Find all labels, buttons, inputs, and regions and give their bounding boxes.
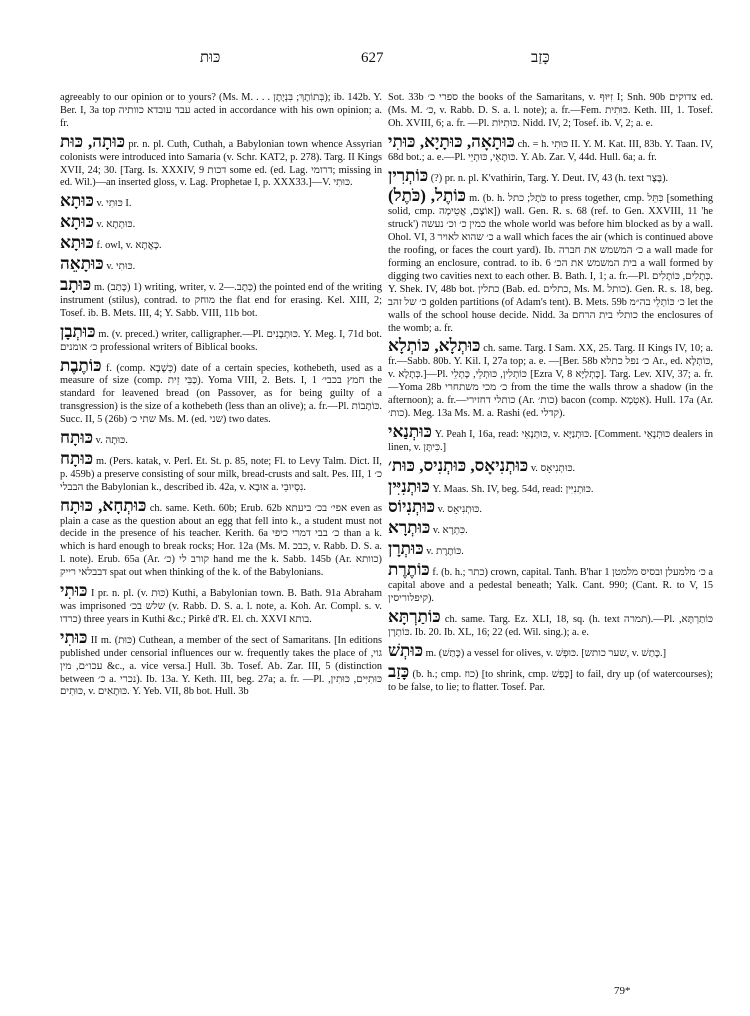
entry-headword: כּוּתְנִיִּין	[388, 476, 430, 496]
dictionary-entry	[388, 562, 713, 606]
dictionary-entry	[60, 321, 382, 355]
dictionary-entry	[60, 92, 382, 131]
entry-definition: pr. n. pl. Cuth, Cuthah, a Babylonian town whence Assyrian colonists were introduced into Samaria (v. Schr. KAT2, p. 278). Targ. II Kings XVII, 24; 30. [Targ. Is. XXXIV, 9 דכות some ed. (ed. Lag. דרומי; missing in ed. Wil.)—an inserted gloss, v. Lag. Prophetae I, p. XXX33.]—V. כּוּתִי.	[60, 138, 383, 189]
entry-definition: f. (b. h.; כתר) crown, capital. Tanh. B'har 1 כ׳ מלמעלן ובסיס מלמטן a capital above and a pedestal beneath; Yalk. Cant. 990; (Cant. R. to V, 15 קיפלוריסין).	[388, 567, 713, 604]
entry-definition: v. כּוּתִי I.	[96, 198, 132, 210]
dictionary-entry	[60, 214, 382, 232]
entry-definition: m. (Pers. katak, v. Perl. Et. St. p. 85, note; Fl. to Levy Talm. Dict. II, p. 459b) a preserve consisting of sour milk, bread-crusts and salt. Pes. III, 1 כ׳ הבבלי the Babylonian k., described ib. 42a, v. אוּבָא a. נִסְיוּבֵי.	[60, 455, 382, 493]
entry-definition: m. (v. preced.) writer, calligrapher.—Pl. כּוּתְבָנִים. Y. Meg. I, 71d bot. כ׳ אומנים professional writers of Biblical books.	[60, 328, 382, 353]
entry-headword: כּוּתָח	[60, 428, 94, 448]
dictionary-entry	[60, 448, 382, 495]
entry-definition: ch. = h. כּוּתִי II. Y. M. Kat. III, 83b. Y. Taan. IV, 68d bot.; a. e.—Pl. כּוּתָאֵי, כּוּתְיֵי. Y. Ab. Zar. V, 44d. Hull. 6a; a. fr.	[388, 138, 714, 163]
dictionary-entry	[60, 430, 382, 448]
entry-headword: כּוּתְלָא, כּוֹתְלָא	[388, 336, 481, 356]
entry-headword: כּוּתְבָן	[60, 321, 96, 341]
entry-headword: כּוּתָח	[60, 448, 94, 468]
entry-headword: כּוּתְשׁ	[388, 640, 424, 660]
entry-definition: f. owl, v. כָּאֲתָא.	[96, 240, 162, 252]
entry-definition: Sot. 33b ספרי כ׳ the books of the Samaritans, v. זִיּוּף I; Snh. 90b צדוקים ed. (Ms. M. כ׳, v. Rabb. D. S. a. l. note); a. fr.—Fem. כּוּתִית. Keth. III, 1. Tosef. Oh. XVIII, 6; a. fr. —Pl. כּוּתִיּוֹת. Nidd. IV, 2; Tosef. ib. V, 2; a. e.	[388, 92, 713, 129]
entry-headword: כּוּתְנִיאָס, כּוּתְנִיס, כּוּת׳	[388, 455, 529, 475]
entry-definition: agreeably to our opinion or to yours? (Ms. M. . . . בְּתוֹתָךְ; בִּנְיָתָן); ib. 142b. Y. Ber. I, 3a top עבד עובדא כוותיה acted in accordance with his own opinion; a. fr.	[60, 92, 382, 129]
entry-definition: v. כּוּתְנִיאָס.	[437, 504, 482, 516]
entry-headword: כָּזַב	[388, 661, 410, 681]
entry-definition: Y. Peah I, 16a, read: כּוּתְנָאֵי, v. כּוּתְנַיָּא. [Comment. כּוּתְנָאֵי dealers in linen, v. כִּיתָּן.]	[388, 428, 714, 453]
left-column	[60, 92, 382, 702]
dictionary-entry	[60, 193, 382, 211]
entry-definition: ch. same. Targ. Ez. XLI, 18, sq. (h. text תמרה).—Pl. כּוֹתַרְתָּא, כּוֹתְרָן. Ib. 20. Ib. XL, 16; 22 (ed. Wil. sing.); a. e.	[388, 613, 713, 638]
entry-definition: f. (comp. כְּשָׁבָא) date of a certain species, kothebeth, used as a measure of size (comp. כַּבֵּי זֵית). Yoma VIII, 2. Bets. I, 1 חמץ בכבי׳ the standard for leavened bread (on Passover, as for being guilty of a transgression) is the size of a kothebeth (less than an olive); a. fr.—Pl. כּוֹתָבוֹת. Succ. II, 5 (26b) שתי כ׳ Ms. M. (ed. שני) two dates.	[60, 362, 382, 426]
dictionary-entry	[388, 476, 713, 497]
entry-headword: כּוּתָאֵה	[60, 254, 104, 274]
dictionary-entry	[388, 455, 713, 476]
page-header	[0, 50, 750, 72]
header-right-keyword: כָּזַב	[531, 50, 550, 66]
entry-headword: כּוּתְרָן	[388, 539, 424, 559]
page-number: 627	[361, 50, 384, 66]
entry-definition: v. כִּתְרָא.	[432, 525, 468, 537]
entry-definition: ch. same. Keth. 60b; Erub. 62b אפי׳ בכ׳ ביעתא even as plain a case as the question about an egg that fell into k., a student must not decide in the presence of his teacher. Kerith. 6a כ׳ בבי דמרי כיפי than a k. which is hard enough to break rocks; Hor. 12a (Ms. M. כבכ, v. Rabb. D. S. a. l. note). Erub. 65a (Ar. כ׳) קורב לי hand me the k. Sabb. 145b (Ar. כוותא) דבבלאי רייק spat out when thinking of the k. of the Babylonians.	[60, 502, 383, 579]
header-left-keyword: כּוּת	[200, 50, 221, 66]
dictionary-entry	[388, 541, 713, 559]
entry-definition: v. כּוּתְנִיאָס.	[530, 462, 576, 474]
entry-headword: כּוּתְרָא	[388, 518, 431, 538]
entry-definition: v. כּוּתָה.	[95, 435, 128, 447]
entry-headword: כּוּתָאָה, כּוּתָיָא, כּוּתִי	[388, 131, 515, 151]
entry-headword: כּוּתָא	[60, 212, 94, 232]
entry-headword: כּוּתָב	[60, 274, 92, 294]
entry-headword: כּוֹתֶבֶת	[60, 355, 102, 375]
entry-definition: v. כּוּתְתָא.	[96, 219, 136, 231]
entry-headword: כּוֹתֶרֶת	[388, 560, 430, 580]
entry-definition: ch. same. Targ. I Sam. XX, 25. Targ. II Kings IV, 10; a. fr.—Sabb. 80b. Y. Kil. I, 27a top; a. e. —[Ber. 58b כ׳ נפל כתלא Ar., ed. כּוֹתְלָא, v. כְּתָלָא.]—Pl. כּוֹתְלִין, כּוּתְלֵי, כָּתְלֵי [Ezra V, 8 כָּתְלַיָּא]. Targ. Lev. XIV, 37; a. fr.—Yoma 28b כ׳ מכי משתחרי from the time the walls throw a shadow (in the afternoon); a. fr.—כותלי דחזירי (Ar. כות׳) bacon (comp. אִטְמָא). Hull. 17a (Ar. כות׳). Meg. 13a Ms. M. a. Rashi (ed. קדלי).	[388, 343, 713, 419]
right-column	[388, 92, 713, 697]
entry-headword: כּוּתָא	[60, 191, 94, 211]
dictionary-entry	[388, 661, 713, 695]
entry-headword: כּוּתִי	[60, 581, 88, 601]
entry-definition: m. (כָּתַשׁ) a vessel for olives, v. כּוּפְשׁ. [שער כותש, v. כָּתַשׁ.]	[425, 647, 667, 659]
entry-headword: כּוּתָא	[60, 233, 94, 253]
dictionary-entry	[388, 520, 713, 538]
dictionary-entry	[60, 627, 382, 700]
entry-headword: כּוּתָה, כּוּת	[60, 131, 126, 151]
entry-definition: (b. h.; cmp. כוז) [to shrink, cmp. כָּפַשׁ] to fail, dry up (of watercourses); to be false, to lie; to flatter. Tosef. Par.	[388, 668, 713, 693]
entry-definition: I pr. n. pl. (v. כּוּת) Kuthi, a Babylonian town. B. Bath. 91a Abraham was imprisoned שלש בכ׳ (v. Rabb. D. S. a. l. note, a. Koh. Ar. Compl. s. v. כרדו) three years in Kuthi &c.; Pirkê d'R. El. ch. XXVI בותא.	[60, 588, 382, 625]
dictionary-entry	[388, 188, 713, 335]
dictionary-entry	[60, 355, 382, 428]
dictionary-entry	[388, 131, 714, 165]
dictionary-entry	[60, 235, 382, 253]
entry-definition: m. (כָּתַב) 1) writing, writer, v. כְּתָב.—2) the pointed end of the writing instrument (stilus), contrad. to מוחק the flat end for erasing. Kel. XIII, 2; Tosef. ib. B. Mets. III, 4; Y. Sabb. VIII, 11b bot.	[60, 281, 382, 319]
entry-headword: כּוּתְחָא, כּוּתָח	[60, 495, 147, 515]
dictionary-entry	[60, 274, 382, 321]
entry-headword: כּוּתְנִיוֹס	[388, 497, 436, 517]
entry-definition: (?) pr. n. pl. K'vathirin, Targ. Y. Deut. IV, 43 (h. text בֶּצֶר).	[430, 172, 669, 184]
dictionary-entry	[388, 165, 713, 186]
dictionary-entry	[388, 606, 713, 640]
entry-definition: v. כּוֹתֶרֶת.	[426, 546, 464, 558]
entry-definition: II m. (כּוּת) Cuthean, a member of the sect of Samaritans. [In editions published under censorial influences our w. frequently takes the place of גוי, עכו״ם, מין &c., a. vice versa.] Hull. 3b. Tosef. Ab. Zar. III, 5 (distinction between כ׳ a. נכרי). Ib. 13a. Y. Keth. III, beg. 27a; a. fr. —Pl. כּוּתִיִּים, כּוּתִין, כּוּתִים, v. כּוּתָאִים. Y. Yeb. VII, 8b bot. Hull. 3b	[60, 634, 382, 698]
dictionary-entry	[60, 131, 383, 191]
entry-definition: m. (b. h. כֹּתֶל; כתל to press together, cmp. כִּתֵּל [something solid, cmp. אוֹצָם, אֲטֵימָה]) wall. Gen. R. s. 68 (ref. to Gen. XXVIII, 11 'he struck') כמין כ׳ וכ׳ נעשה the whole world was before him blocked as by a wall. Ohol. VI, 3 כ׳ שהוא לאויר a wall which faces the air (which is continued above the roofing, or faces the court yard). Ib. כ׳ המשמש את חברה a wall made for forming an enclosure, contrad. to ib. 6 בית המשמש את הכ׳ a wall formed by digging two cavities next to each other. B. Bath. I, 1; a. fr.—Pl. כְּתָלִים, כּוֹתָלִים. Y. Shek. IV, 48b bot. כתלין (Bab. ed. כתלים, Ms. M. כותל). Gen. R. s. 18, beg. כ׳ של זהב golden partitions (of Adam's tent). B. Mets. 59b כ׳ כּוֹתְלֵי בה״מ let the walls of the school house decide. Nidd. 3a כותלי בית הרחם the enclosures of the womb; a. fr.	[388, 193, 713, 334]
entry-definition: v. כּוּתִי.	[106, 261, 136, 273]
dictionary-entry	[388, 499, 713, 517]
entry-headword: כּוֹתַרְתָּא	[388, 606, 441, 626]
entry-headword: כּוֹתְרִין	[388, 165, 429, 185]
signature-mark: 79*	[614, 985, 631, 997]
dictionary-entry	[388, 421, 714, 455]
dictionary-entry	[60, 256, 382, 274]
dictionary-entry	[60, 583, 382, 627]
entry-headword: כּוּתְנַאי	[388, 421, 432, 441]
entry-headword: כּוּתִי	[60, 627, 88, 647]
entry-definition: Y. Maas. Sh. IV, beg. 54d, read: כּוּתְנִיִּין.	[432, 483, 594, 495]
dictionary-entry	[388, 640, 713, 661]
entry-headword: כּוֹתֶל, (כֹּתֶל)	[388, 186, 466, 206]
dictionary-entry	[388, 338, 713, 420]
dictionary-entry	[60, 495, 383, 580]
dictionary-entry	[388, 92, 713, 131]
